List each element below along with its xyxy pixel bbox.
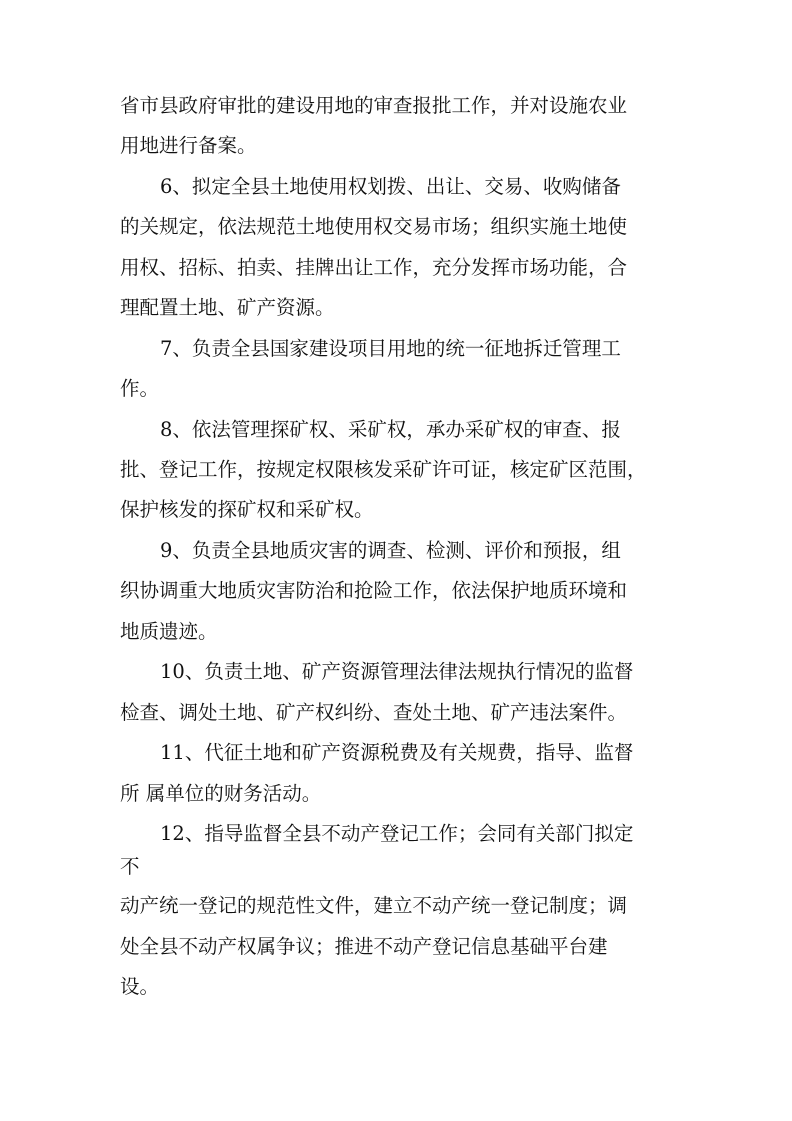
text-line: 理配置土地、矿产资源。 — [120, 296, 335, 319]
text-line: 织协调重大地质灾害防治和抢险工作，依法保护地质环境和 — [120, 579, 628, 602]
text-line: 所 属单位的财务活动。 — [120, 782, 322, 805]
text-line: 地质遗迹。 — [120, 620, 218, 643]
text-line: 设。 — [120, 975, 160, 998]
paragraph-11-start: 11、代征土地和矿产资源税费及有关规费，指导、监督 — [160, 741, 634, 764]
text-line: 用权、招标、拍卖、挂牌出让工作，充分发挥市场功能，合 — [120, 256, 628, 279]
paragraph-6-start: 6、拟定全县土地使用权划拨、出让、交易、收购储备 — [160, 175, 621, 198]
text-line: 动产统一登记的规范性文件，建立不动产统一登记制度；调 — [120, 894, 628, 917]
text-line: 作。 — [120, 377, 160, 400]
text-line: 处全县不动产权属争议；推进不动产登记信息基础平台建 — [120, 935, 608, 958]
paragraph-9-start: 9、负责全县地质灾害的调查、检测、评价和预报，组 — [160, 539, 621, 562]
paragraph-8-start: 8、依法管理探矿权、采矿权，承办采矿权的审查、报 — [160, 418, 621, 441]
paragraph-10-start: 10、负责土地、矿产资源管理法律法规执行情况的监督 — [160, 660, 634, 683]
text-line: 批、登记工作，按规定权限核发采矿许可证，核定矿区范围， — [120, 458, 647, 481]
paragraph-12-start: 12、指导监督全县不动产登记工作；会同有关部门拟定 — [160, 822, 634, 845]
text-line: 保护核发的探矿权和采矿权。 — [120, 498, 374, 521]
text-line: 检查、调处土地、矿产权纠纷、查处土地、矿产违法案件。 — [120, 701, 628, 724]
text-line: 省市县政府审批的建设用地的审查报批工作，并对设施农业 — [120, 94, 628, 117]
text-line: 用地进行备案。 — [120, 134, 257, 157]
paragraph-7-start: 7、负责全县国家建设项目用地的统一征地拆迁管理工 — [160, 337, 621, 360]
text-line: 的关规定，依法规范土地使用权交易市场；组织实施土地使 — [120, 215, 628, 238]
text-line: 不 — [120, 855, 140, 878]
